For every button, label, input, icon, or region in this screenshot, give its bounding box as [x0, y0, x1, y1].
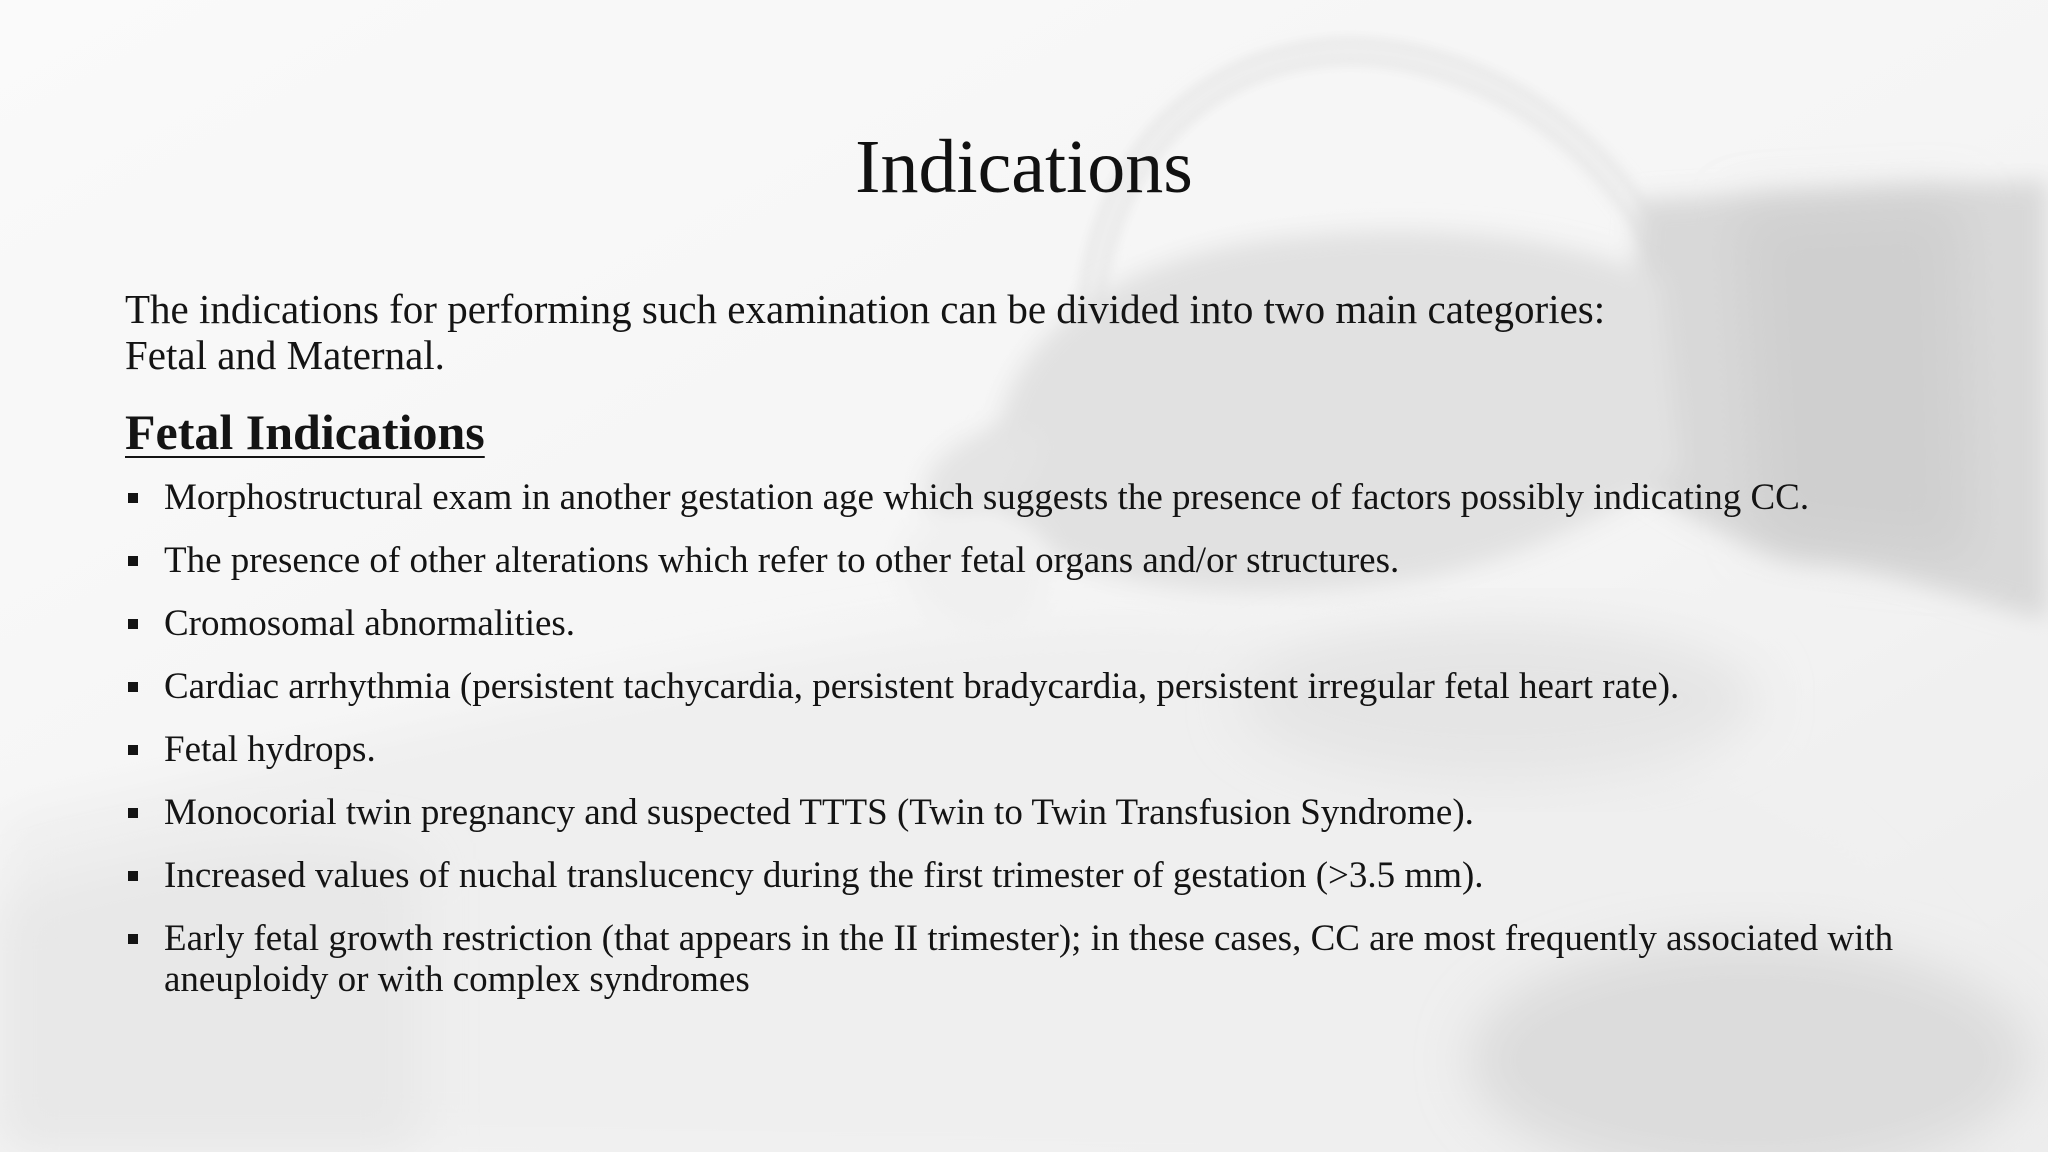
- list-item: [125, 666, 1925, 707]
- list-item-text: Monocorial twin pregnancy and suspected TTTS (Twin to Twin Transfusion Syndrome).: [164, 792, 1474, 833]
- slide-title: Indications: [855, 125, 1193, 209]
- bullet-list: [125, 477, 1925, 1022]
- list-item: [125, 477, 1925, 518]
- square-bullet-icon: [128, 745, 138, 755]
- section-heading: Fetal Indications: [125, 404, 485, 460]
- list-item: [125, 540, 1925, 581]
- list-item-text: Cardiac arrhythmia (persistent tachycardia, persistent bradycardia, persistent irregular fetal heart rate).: [164, 666, 1680, 707]
- intro-paragraph: [125, 286, 1945, 378]
- list-item: [125, 603, 1925, 644]
- list-item: [125, 792, 1925, 833]
- list-item-text: The presence of other alterations which refer to other fetal organs and/or structures.: [164, 540, 1400, 581]
- intro-line-2: Fetal and Maternal.: [125, 332, 445, 378]
- list-item-text: Morphostructural exam in another gestation age which suggests the presence of factors possibly indicating CC.: [164, 477, 1810, 518]
- intro-line-1: The indications for performing such examination can be divided into two main categories:: [125, 286, 1606, 332]
- list-item-text: Early fetal growth restriction (that appears in the II trimester); in these cases, CC are most frequently associated with aneuploidy or with complex syndromes: [164, 918, 1894, 1000]
- square-bullet-icon: [128, 934, 138, 944]
- list-item-text: Cromosomal abnormalities.: [164, 603, 576, 644]
- square-bullet-icon: [128, 493, 138, 503]
- square-bullet-icon: [128, 682, 138, 692]
- list-item: [125, 729, 1925, 770]
- square-bullet-icon: [128, 556, 138, 566]
- list-item: [125, 918, 1925, 1000]
- list-item: [125, 855, 1925, 896]
- list-item-text: Increased values of nuchal translucency during the first trimester of gestation (>3.5 mm).: [164, 855, 1484, 896]
- square-bullet-icon: [128, 808, 138, 818]
- list-item-text: Fetal hydrops.: [164, 729, 376, 770]
- square-bullet-icon: [128, 619, 138, 629]
- square-bullet-icon: [128, 871, 138, 881]
